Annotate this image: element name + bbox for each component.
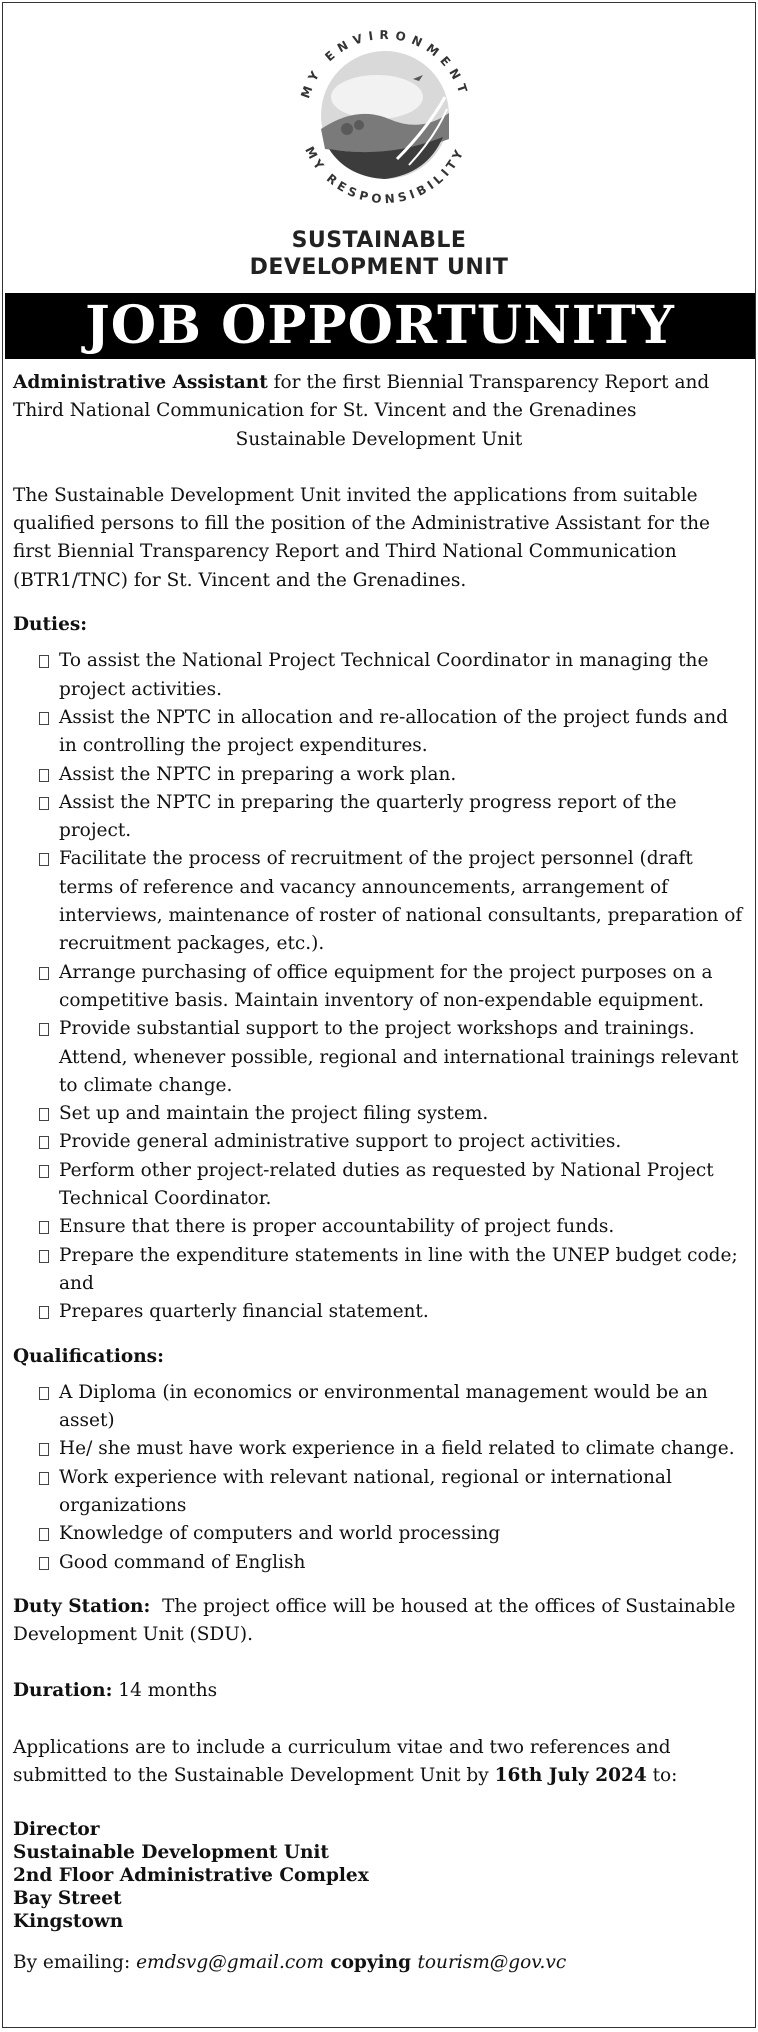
duration-text: 14 months	[112, 1680, 218, 1702]
duration-label: Duration:	[13, 1680, 113, 1702]
duties-item	[39, 1298, 745, 1326]
advert-content	[13, 369, 745, 1978]
unit-name: Sustainable Development Unit	[235, 428, 523, 450]
qualifications-item	[39, 1520, 745, 1548]
intro-paragraph: The Sustainable Development Unit invited the applications from suitable qualified persons to fill the position of the Administrative Assistant for the first Biennial Transparency Report and Third National Communication (BTR1/TNC) for St. Vincent and the Grenadines.	[13, 484, 710, 591]
duties-item	[39, 1213, 745, 1241]
secondary-email[interactable]: tourism@gov.vc	[417, 1952, 567, 1974]
address-line: 2nd Floor Administrative Complex	[13, 1865, 369, 1887]
duties-item	[39, 1242, 745, 1299]
address-line: Kingstown	[13, 1911, 124, 1933]
bullet-box-icon	[39, 1306, 49, 1319]
duties-item-text: Ensure that there is proper accountability of project funds.	[59, 1216, 615, 1238]
qualifications-list	[13, 1379, 745, 1577]
copying-label: copying	[323, 1952, 418, 1974]
duty-station-text: The project office will be housed at the offices of Sustainable Development Unit (SDU).	[13, 1595, 742, 1646]
bullet-box-icon	[39, 1108, 49, 1121]
qualifications-item	[39, 1379, 745, 1436]
bullet-box-icon	[39, 853, 49, 866]
address-line: Bay Street	[13, 1888, 122, 1910]
bullet-box-icon	[39, 712, 49, 725]
duties-list	[13, 647, 745, 1326]
position-title: Administrative Assistant	[13, 372, 268, 393]
bullet-box-icon	[39, 1557, 49, 1570]
duties-item	[39, 1157, 745, 1214]
duration	[13, 1677, 745, 1705]
duties-item	[39, 959, 745, 1016]
emblem-ring-top-text: MY ENVIRONMENT	[298, 27, 472, 101]
mailing-address	[13, 1818, 745, 1933]
duties-item-text: Arrange purchasing of office equipment for the project purposes on a competitive basis. Maintain inventory of non-expendable equipment.	[59, 961, 713, 1011]
position-description: for the first Biennial Transparency Report and Third National Communication for St. Vincent and the Grenadines	[13, 372, 710, 422]
org-name-line1: SUSTAINABLE	[291, 228, 467, 253]
duties-item-text: Perform other project-related duties as requested by National Project Technical Coordinator.	[59, 1159, 714, 1210]
bullet-box-icon	[39, 769, 49, 782]
bullet-box-icon	[39, 1387, 49, 1400]
org-name	[3, 227, 755, 281]
bullet-box-icon	[39, 655, 49, 668]
duties-item	[39, 1128, 745, 1156]
duties-item-text: Prepare the expenditure statements in line with the UNEP budget code; and	[59, 1244, 738, 1294]
bullet-box-icon	[39, 1528, 49, 1541]
qualifications-item-text: Knowledge of computers and world processing	[59, 1523, 501, 1545]
duties-item	[39, 647, 745, 704]
duties-item	[39, 1015, 745, 1100]
duties-item	[39, 704, 745, 761]
applications-paragraph	[13, 1734, 745, 1791]
address-line: Director	[13, 1819, 100, 1841]
bullet-box-icon	[39, 967, 49, 980]
bullet-box-icon	[39, 1472, 49, 1485]
bullet-box-icon	[39, 1023, 49, 1036]
emblem-ring-bottom-text: MY RESPONSIBILITY	[302, 144, 468, 207]
duties-item	[39, 845, 745, 958]
bullet-box-icon	[39, 1221, 49, 1234]
duties-item-text: Assist the NPTC in preparing a work plan.	[59, 763, 457, 785]
duties-item	[39, 761, 745, 789]
duties-item-text: Set up and maintain the project filing system.	[59, 1103, 489, 1125]
position-line	[13, 369, 745, 426]
qualifications-item	[39, 1464, 745, 1521]
duties-item-text: Facilitate the process of recruitment of the project personnel (draft terms of reference and vacancy announcements, arrangement of interviews, maintenance of roster of national consultants, preparation of recruitment packages, etc.).	[59, 848, 743, 955]
duties-heading: Duties:	[13, 614, 88, 636]
duties-item	[39, 789, 745, 846]
duties-item-text: Prepares quarterly financial statement.	[59, 1301, 429, 1323]
qualifications-item-text: A Diploma (in economics or environmental management would be an asset)	[59, 1381, 708, 1432]
duties-item-text: Assist the NPTC in preparing the quarterly progress report of the project.	[59, 791, 677, 842]
applications-text: Applications are to include a curriculum vitae and two references and submitted to the Sustainable Development Unit by	[13, 1736, 671, 1787]
environment-logo-emblem	[277, 9, 493, 221]
duty-station-label: Duty Station:	[13, 1595, 151, 1617]
qualifications-item-text: He/ she must have work experience in a field related to climate change.	[59, 1438, 735, 1460]
qualifications-item-text: Work experience with relevant national, regional or international organizations	[59, 1466, 672, 1516]
application-deadline: 16th July 2024	[494, 1765, 647, 1787]
org-name-line2: DEVELOPMENT UNIT	[249, 255, 509, 280]
duties-item-text: To assist the National Project Technical Coordinator in managing the project activities.	[59, 650, 709, 700]
duties-item	[39, 1100, 745, 1128]
qualifications-item	[39, 1435, 745, 1463]
bullet-box-icon	[39, 1165, 49, 1178]
duties-item-text: Provide general administrative support to project activities.	[59, 1131, 622, 1153]
applications-text-end: to:	[646, 1765, 678, 1787]
job-advert-page	[2, 2, 756, 2028]
bullet-box-icon	[39, 1250, 49, 1263]
duties-item-text: Provide substantial support to the project workshops and trainings. Attend, whenever possible, regional and international trainings relevant to climate change.	[59, 1018, 739, 1096]
bullet-box-icon	[39, 1443, 49, 1456]
job-opportunity-banner: JOB OPPORTUNITY	[5, 293, 755, 359]
duties-item-text: Assist the NPTC in allocation and re-allocation of the project funds and in controlling the project expenditures.	[59, 706, 728, 757]
primary-email[interactable]: emdsvg@gmail.com	[136, 1952, 324, 1974]
duty-station	[13, 1593, 745, 1650]
bullet-box-icon	[39, 797, 49, 810]
header	[3, 3, 755, 291]
email-line	[13, 1949, 745, 1977]
email-prefix: By emailing:	[13, 1952, 137, 1974]
qualifications-item-text: Good command of English	[59, 1551, 306, 1573]
qualifications-heading: Qualifications:	[13, 1345, 164, 1367]
qualifications-item	[39, 1549, 745, 1577]
address-line: Sustainable Development Unit	[13, 1842, 329, 1864]
bullet-box-icon	[39, 1136, 49, 1149]
